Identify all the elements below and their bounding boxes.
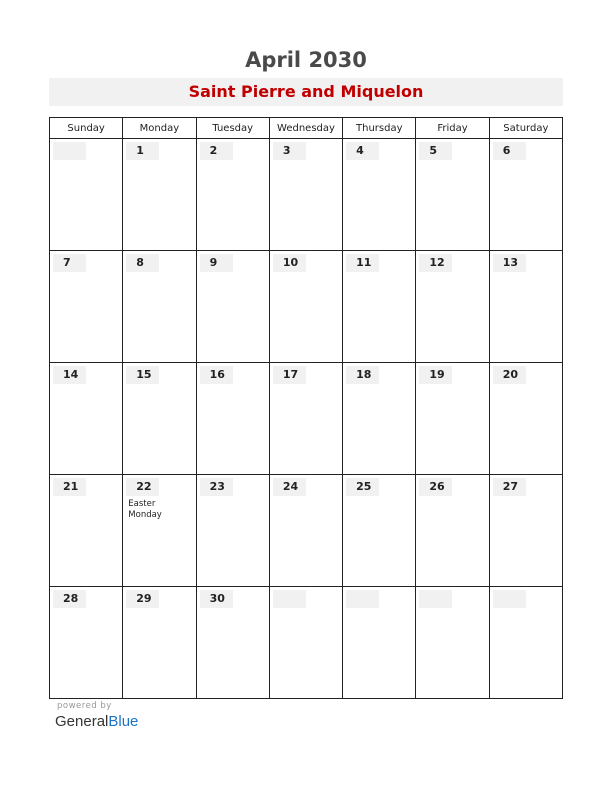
day-number: 30 <box>200 590 233 608</box>
day-cell <box>123 139 196 251</box>
calendar-title: April 2030 <box>245 48 367 72</box>
day-number: 24 <box>273 478 306 496</box>
weekday-header: Sunday <box>50 118 123 139</box>
day-cell <box>343 363 416 475</box>
day-cell <box>196 251 269 363</box>
day-number: 11 <box>346 254 379 272</box>
day-number: 26 <box>419 478 452 496</box>
day-cell <box>123 587 196 699</box>
day-number: 12 <box>419 254 452 272</box>
day-cell <box>343 587 416 699</box>
day-number: 17 <box>273 366 306 384</box>
day-cell <box>416 251 489 363</box>
holiday-label: Easter Monday <box>128 499 162 520</box>
day-cell <box>50 251 123 363</box>
day-cell <box>343 475 416 587</box>
day-number <box>273 590 306 608</box>
day-number: 7 <box>53 254 86 272</box>
day-cell <box>269 475 342 587</box>
week-row <box>50 363 563 475</box>
day-cell <box>50 363 123 475</box>
day-cell <box>269 363 342 475</box>
day-cell <box>416 475 489 587</box>
day-cell <box>123 475 196 587</box>
day-cell <box>416 587 489 699</box>
weekday-header-row <box>50 118 563 139</box>
week-row <box>50 139 563 251</box>
day-number <box>419 590 452 608</box>
weekday-header: Saturday <box>489 118 562 139</box>
day-cell <box>416 363 489 475</box>
day-number: 29 <box>126 590 159 608</box>
day-cell <box>269 587 342 699</box>
day-number: 10 <box>273 254 306 272</box>
day-number: 27 <box>493 478 526 496</box>
day-cell <box>50 139 123 251</box>
week-row <box>50 587 563 699</box>
weekday-header: Monday <box>123 118 196 139</box>
day-cell <box>489 475 562 587</box>
weekday-header: Tuesday <box>196 118 269 139</box>
week-row <box>50 475 563 587</box>
day-cell <box>196 475 269 587</box>
day-cell <box>50 587 123 699</box>
brand-general: General <box>55 713 109 730</box>
day-number: 20 <box>493 366 526 384</box>
day-number <box>493 590 526 608</box>
day-cell <box>123 251 196 363</box>
day-cell <box>196 363 269 475</box>
day-cell <box>489 363 562 475</box>
day-cell <box>343 139 416 251</box>
day-number: 23 <box>200 478 233 496</box>
generalblue-logo[interactable] <box>55 713 138 730</box>
day-number: 8 <box>126 254 159 272</box>
day-number: 19 <box>419 366 452 384</box>
day-number: 3 <box>273 142 306 160</box>
weekday-header: Friday <box>416 118 489 139</box>
day-cell <box>50 475 123 587</box>
day-cell <box>269 139 342 251</box>
day-number: 6 <box>493 142 526 160</box>
weekday-header: Wednesday <box>269 118 342 139</box>
day-cell <box>489 587 562 699</box>
day-cell <box>196 139 269 251</box>
day-cell <box>489 139 562 251</box>
day-number: 1 <box>126 142 159 160</box>
day-cell <box>416 139 489 251</box>
day-number: 4 <box>346 142 379 160</box>
day-cell <box>123 363 196 475</box>
country-name: Saint Pierre and Miquelon <box>49 78 563 106</box>
day-number: 21 <box>53 478 86 496</box>
day-number: 13 <box>493 254 526 272</box>
day-number: 28 <box>53 590 86 608</box>
day-number: 22 <box>126 478 159 496</box>
day-number: 9 <box>200 254 233 272</box>
powered-by-label: powered by <box>57 701 112 711</box>
day-number: 2 <box>200 142 233 160</box>
day-cell <box>196 587 269 699</box>
day-cell <box>343 251 416 363</box>
day-number: 18 <box>346 366 379 384</box>
day-number: 25 <box>346 478 379 496</box>
week-row <box>50 251 563 363</box>
calendar-grid <box>49 117 563 699</box>
day-number: 5 <box>419 142 452 160</box>
day-number: 15 <box>126 366 159 384</box>
day-number: 14 <box>53 366 86 384</box>
day-number: 16 <box>200 366 233 384</box>
day-number <box>346 590 379 608</box>
day-cell <box>269 251 342 363</box>
weekday-header: Thursday <box>343 118 416 139</box>
day-cell <box>489 251 562 363</box>
day-number <box>53 142 86 160</box>
brand-blue: Blue <box>108 713 139 730</box>
